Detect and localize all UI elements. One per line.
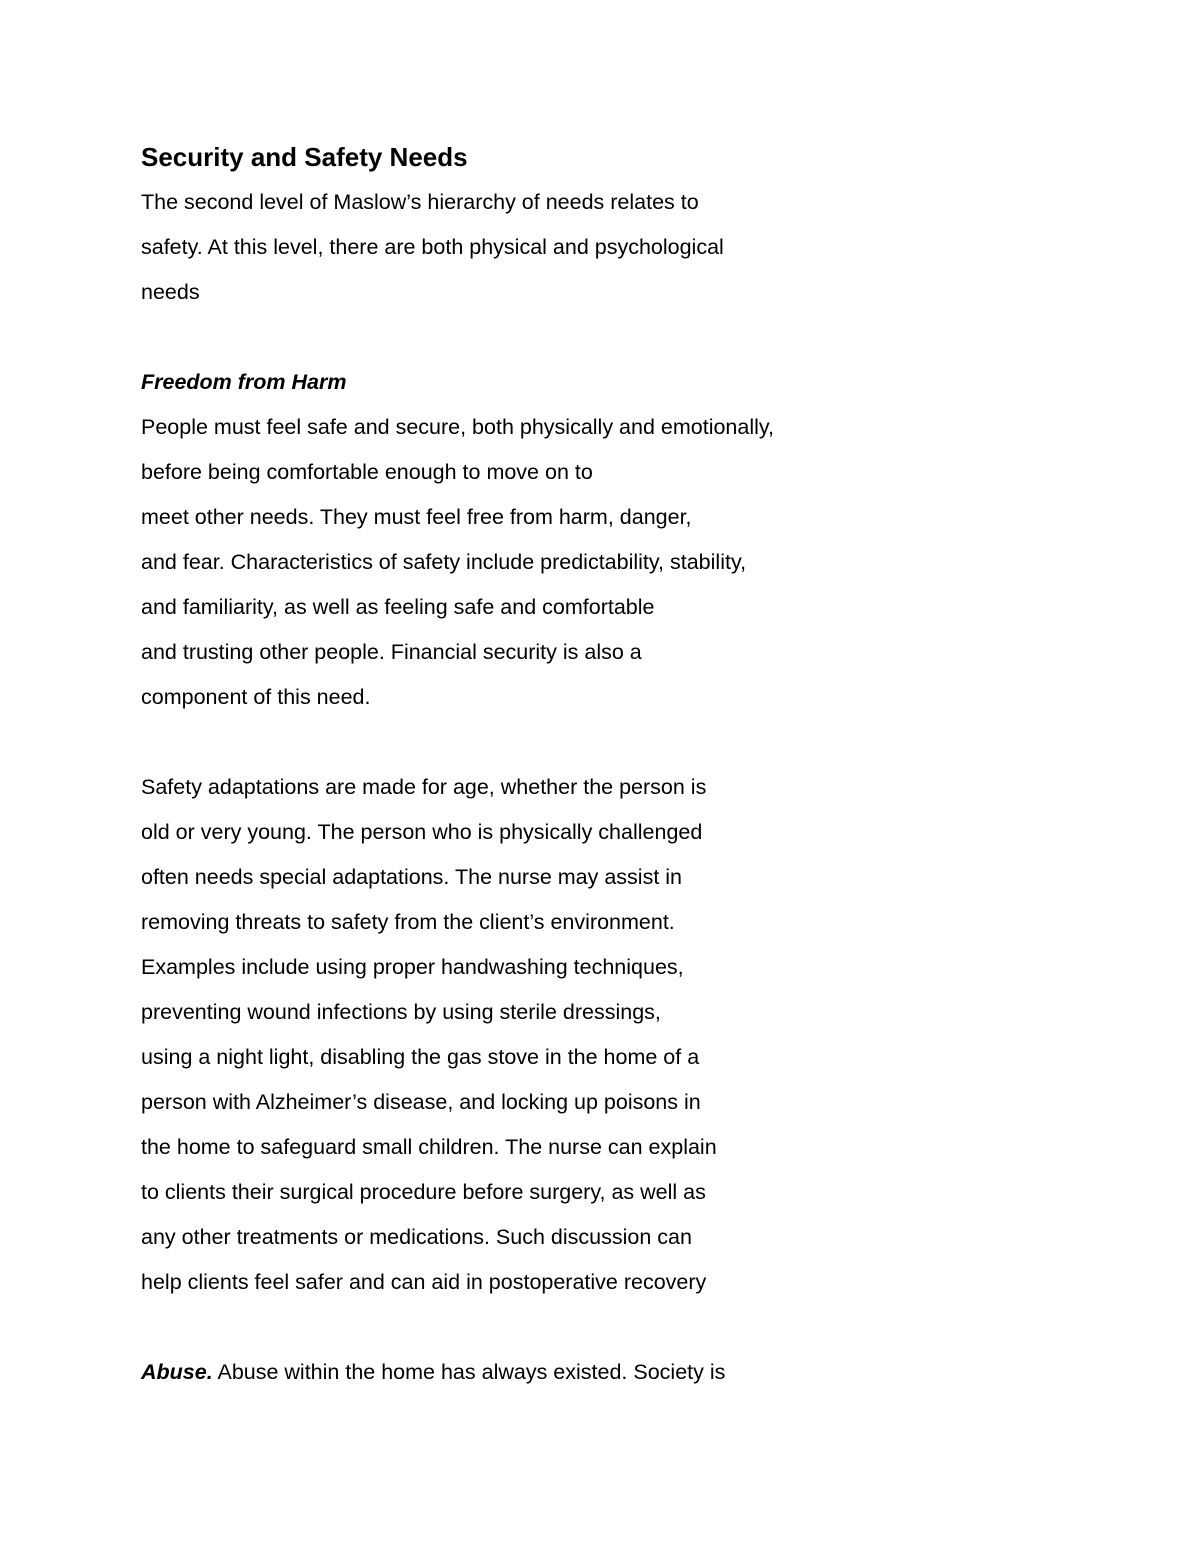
page-title: Security and Safety Needs (141, 142, 468, 172)
adaptations-line: to clients their surgical procedure before surgery, as well as (141, 1180, 706, 1204)
adaptations-line: old or very young. The person who is physically challenged (141, 820, 703, 844)
document-body (141, 140, 861, 1395)
adaptations-line: help clients feel safer and can aid in postoperative recovery (141, 1270, 707, 1294)
freedom-line: meet other needs. They must feel free from harm, danger, (141, 505, 692, 529)
adaptations-line: preventing wound infections by using sterile dressings, (141, 1000, 661, 1024)
paragraph-spacer (141, 1305, 861, 1350)
paragraph-spacer (141, 315, 861, 360)
abuse-text: Abuse within the home has always existed. Society is (212, 1360, 726, 1384)
abuse-paragraph (141, 1350, 861, 1395)
intro-line: safety. At this level, there are both physical and psychological (141, 235, 724, 259)
intro-paragraph (141, 180, 861, 315)
adaptations-line: person with Alzheimer’s disease, and locking up poisons in (141, 1090, 701, 1114)
freedom-paragraph (141, 405, 861, 720)
freedom-line: and fear. Characteristics of safety include predictability, stability, (141, 550, 747, 574)
adaptations-line: removing threats to safety from the client’s environment. (141, 910, 675, 934)
freedom-line: component of this need. (141, 685, 371, 709)
freedom-line: and familiarity, as well as feeling safe and comfortable (141, 595, 655, 619)
adaptations-line: often needs special adaptations. The nurse may assist in (141, 865, 683, 889)
freedom-line: before being comfortable enough to move on to (141, 460, 593, 484)
freedom-line: and trusting other people. Financial security is also a (141, 640, 642, 664)
abuse-run-in-heading: Abuse. (141, 1360, 213, 1384)
adaptations-line: using a night light, disabling the gas stove in the home of a (141, 1045, 700, 1069)
paragraph-spacer (141, 720, 861, 765)
adaptations-line: Examples include using proper handwashing techniques, (141, 955, 684, 979)
adaptations-line: the home to safeguard small children. The nurse can explain (141, 1135, 717, 1159)
adaptations-paragraph (141, 765, 861, 1305)
section-heading-freedom-from-harm: Freedom from Harm (141, 370, 347, 394)
adaptations-line: Safety adaptations are made for age, whether the person is (141, 775, 707, 799)
freedom-line: People must feel safe and secure, both physically and emotionally, (141, 415, 775, 439)
adaptations-line: any other treatments or medications. Such discussion can (141, 1225, 692, 1249)
intro-line: needs (141, 280, 200, 304)
intro-line: The second level of Maslow’s hierarchy of needs relates to (141, 190, 699, 214)
